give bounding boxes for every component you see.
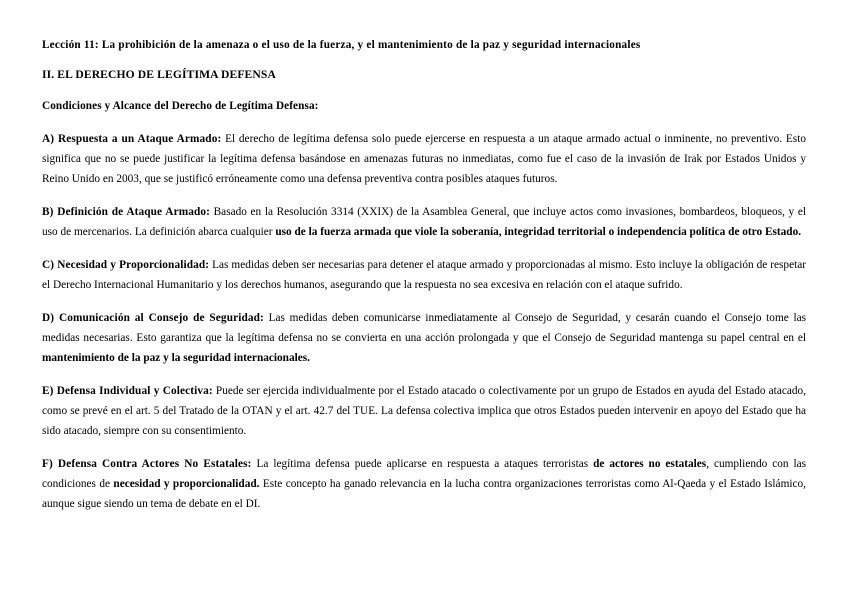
paragraph-c xyxy=(42,255,806,295)
paragraph-f-lead: F) Defensa Contra Actores No Estatales: xyxy=(42,458,252,470)
paragraph-a xyxy=(42,129,806,189)
paragraph-b-run-0-text: Basado en la Resolución 3314 (XXIX) de la Asamblea General, que incluye actos como invasiones, bombardeos, bloqueos, y el uso de mercenarios. La definición abarca cualquier xyxy=(42,206,806,238)
paragraph-list xyxy=(42,129,806,514)
paragraph-d-run-0-text: Las medidas deben comunicarse inmediatamente al Consejo de Seguridad, y cesarán cuando el Consejo tome las medidas necesarias. Esto garantiza que la legítima defensa no se convierta en una acción prolongada y que el Consejo de Seguridad mantenga su papel central en el xyxy=(42,312,806,344)
paragraph-f-run-2-text: , cumpliendo con las condiciones de xyxy=(42,458,806,490)
paragraph-b-lead: B) Definición de Ataque Armado: xyxy=(42,206,211,218)
paragraph-a-lead: A) Respuesta a un Ataque Armado: xyxy=(42,133,222,145)
paragraph-f-run-0-text: La legítima defensa puede aplicarse en respuesta a ataques terroristas xyxy=(251,458,594,470)
paragraph-b-run-1-emphasis: uso de la fuerza armada que viole la soberanía, integridad territorial o independencia política de otro Estado. xyxy=(275,226,802,238)
paragraph-d-lead: D) Comunicación al Consejo de Seguridad: xyxy=(42,312,264,324)
paragraph-c-lead: C) Necesidad y Proporcionalidad: xyxy=(42,259,210,271)
paragraph-f-run-3-emphasis: necesidad y proporcionalidad. xyxy=(113,478,260,490)
paragraph-a-run-0-text: El derecho de legítima defensa solo puede ejercerse en respuesta a un ataque armado actual o inminente, no preventivo. Esto significa que no se puede justificar la legítima defensa basándose en amenazas futuras no inmediatas, como fue el caso de la invasión de Irak por Estados Unidos y Reino Unido en 2003, que se justificó erróneamente como una defensa preventiva contra posibles ataques futuros. xyxy=(42,133,806,185)
paragraph-f xyxy=(42,454,806,514)
subsection-heading: Condiciones y Alcance del Derecho de Legítima Defensa: xyxy=(42,100,319,112)
paragraph-f-run-4-text: Este concepto ha ganado relevancia en la lucha contra organizaciones terroristas como Al-Qaeda y el Estado Islámico, aunque sigue siendo un tema de debate en el DI. xyxy=(42,478,806,510)
document-title: Lección 11: La prohibición de la amenaza o el uso de la fuerza, y el mantenimiento de la paz y seguridad internacionales xyxy=(42,39,641,51)
paragraph-e xyxy=(42,381,806,441)
paragraph-f-run-1-emphasis: de actores no estatales xyxy=(593,458,707,470)
paragraph-d-run-1-emphasis: mantenimiento de la paz y la seguridad internacionales. xyxy=(42,352,310,364)
paragraph-b xyxy=(42,202,806,242)
paragraph-e-lead: E) Defensa Individual y Colectiva: xyxy=(42,385,213,397)
paragraph-e-run-0-text: Puede ser ejercida individualmente por el Estado atacado o colectivamente por un grupo de Estados en ayuda del Estado atacado, como se prevé en el art. 5 del Tratado de la OTAN y el art. 42.7 del TUE. La defensa colectiva implica que otros Estados pueden intervenir en apoyo del Estado que ha sido atacado, siempre con su consentimiento. xyxy=(42,385,806,437)
paragraph-c-run-0-text: Las medidas deben ser necesarias para detener el ataque armado y proporcionadas al mismo. Esto incluye la obligación de respetar el Derecho Internacional Humanitario y los derechos humanos, asegurando que la respuesta no sea excesiva en relación con el ataque sufrido. xyxy=(42,259,806,291)
section-heading: II. EL DERECHO DE LEGÍTIMA DEFENSA xyxy=(42,68,276,81)
paragraph-d xyxy=(42,308,806,368)
